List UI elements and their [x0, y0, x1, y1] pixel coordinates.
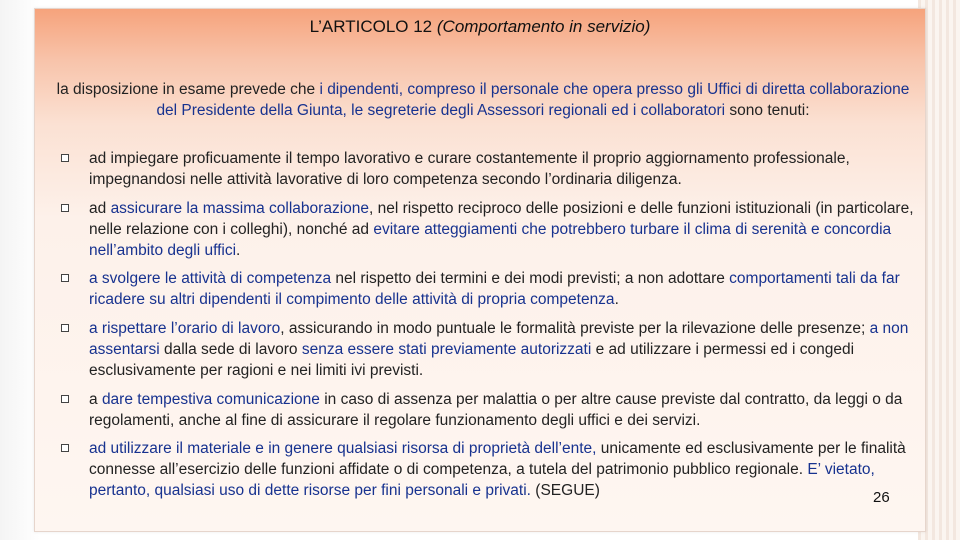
intro-paragraph: [55, 79, 911, 121]
text-segment: .: [614, 291, 619, 308]
square-bullet-icon: [61, 324, 69, 332]
highlighted-text: a rispettare l’orario di lavoro: [89, 320, 281, 337]
list-item: [61, 198, 931, 261]
highlighted-text: a svolgere le attività di competenza: [89, 270, 332, 287]
list-item-text: [89, 148, 931, 190]
title-subtitle: (Comportamento in servizio): [436, 17, 651, 36]
slide-panel: [34, 8, 926, 532]
list-item: [61, 268, 931, 310]
list-item: [61, 318, 931, 381]
highlighted-text: comportamenti tali da far ricadere su altri dipendenti il compimento delle attività di propria competenza: [89, 270, 900, 308]
list-item-text: [89, 318, 931, 381]
text-segment: ad: [89, 200, 111, 217]
text-segment: ad impiegare proficuamente il tempo lavorativo e curare costantemente il proprio aggiornamento professionale, impegnandosi nelle attività lavorative di loro competenza secondo l’ordinaria diligenza.: [89, 150, 850, 188]
list-item: [61, 438, 931, 501]
highlighted-text: ad utilizzare il materiale e in genere qualsiasi risorsa di proprietà dell’ente,: [89, 440, 597, 457]
list-item-text: [89, 268, 931, 310]
title-main: L’ARTICOLO 12: [309, 17, 433, 36]
text-segment: .: [236, 242, 241, 259]
square-bullet-icon: [61, 154, 69, 162]
highlighted-text: senza essere stati previamente autorizzati: [301, 341, 592, 358]
text-segment: dalla sede di lavoro: [159, 341, 302, 358]
text-segment: nel rispetto dei termini e dei modi previsti; a non adottare: [331, 270, 730, 287]
text-segment: , assicurando in modo puntuale le formalità previste per la rilevazione delle presenze;: [280, 320, 870, 337]
highlighted-text: i dipendenti, compreso il personale che opera presso gli Uffici di diretta collaborazione del Presidente della Giunta, le segreterie degli Assessori regionali ed i collaboratori: [156, 81, 910, 119]
highlighted-text: assicurare la massima collaborazione: [110, 200, 370, 217]
list-item-text: [89, 389, 931, 431]
square-bullet-icon: [61, 395, 69, 403]
text-segment: sono tenuti:: [725, 102, 810, 119]
slide-title: [35, 17, 925, 37]
highlighted-text: E’ vietato, pertanto, qualsiasi uso di dette risorse per fini personali e privati.: [89, 461, 875, 499]
page-number: 26: [873, 489, 890, 506]
list-item: [61, 148, 931, 190]
text-segment: a: [89, 391, 102, 408]
list-item-text: [89, 198, 931, 261]
text-segment: , nel rispetto reciproco delle posizioni e delle funzioni istituzionali (in particolare, nelle relazione con i colleghi), nonché ad: [89, 200, 914, 238]
square-bullet-icon: [61, 274, 69, 282]
text-segment: unicamente ed esclusivamente per le finalità connesse all’esercizio delle funzioni affidate o di competenza, a tutela del patrimonio pubblico regionale.: [89, 440, 906, 478]
square-bullet-icon: [61, 444, 69, 452]
square-bullet-icon: [61, 204, 69, 212]
text-segment: (SEGUE): [531, 482, 600, 499]
text-segment: e ad utilizzare i permessi ed i congedi esclusivamente per ragioni e nei limiti ivi previsti.: [89, 341, 855, 379]
highlighted-text: evitare atteggiamenti che potrebbero turbare il clima di serenità e concordia nell’ambito degli uffici: [89, 221, 892, 259]
list-item-text: [89, 438, 931, 501]
highlighted-text: a non assentarsi: [89, 320, 909, 358]
text-segment: in caso di assenza per malattia o per altre cause previste dal contratto, da leggi o da regolamenti, anche al fine di assicurare il regolare funzionamento degli uffici e dei servizi.: [89, 391, 903, 429]
highlighted-text: dare tempestiva comunicazione: [101, 391, 320, 408]
list-item: [61, 389, 931, 431]
text-segment: la disposizione in esame prevede che: [56, 81, 320, 98]
